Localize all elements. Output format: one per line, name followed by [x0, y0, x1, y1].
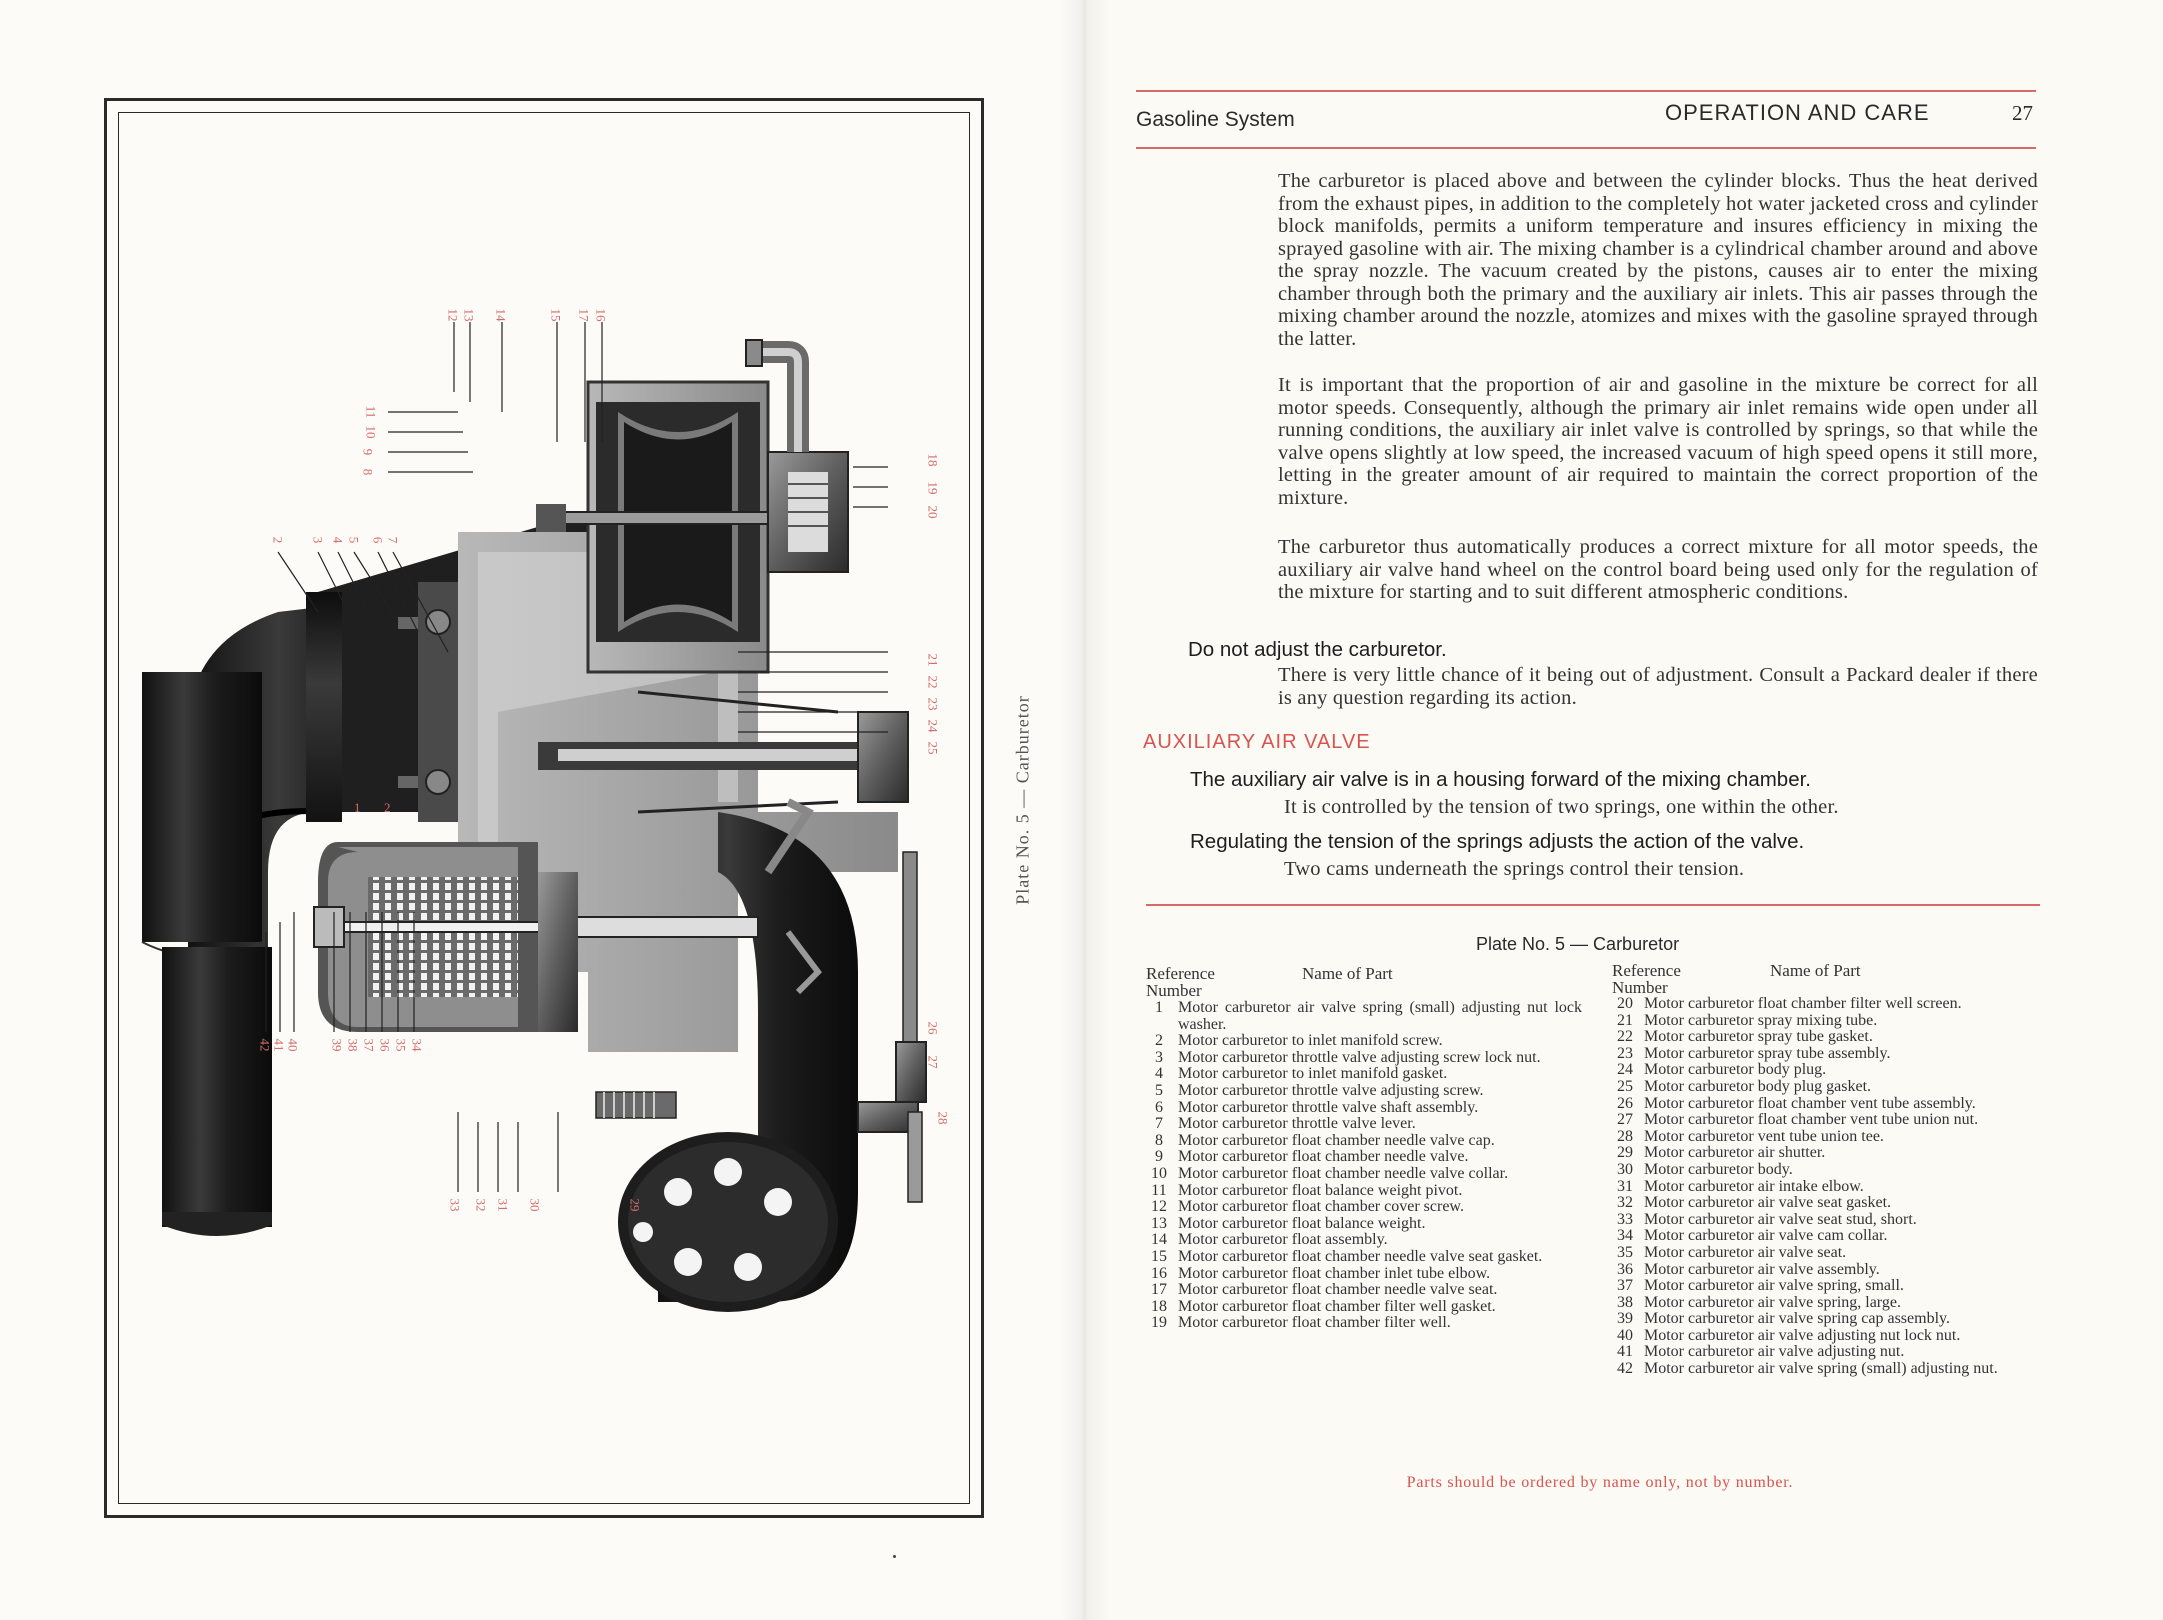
callout-2b: 2	[384, 800, 391, 815]
part-name: Motor carburetor air shutter.	[1644, 1144, 1826, 1162]
part-row	[1140, 1216, 1582, 1233]
part-row	[1140, 1299, 1582, 1316]
parts-list-title: Plate No. 5 — Carburetor	[1476, 934, 1680, 954]
part-row	[1606, 1344, 2050, 1361]
callout-4: 4	[330, 536, 346, 544]
part-reference-number: 16	[1151, 1264, 1167, 1282]
part-reference-number: 28	[1617, 1127, 1633, 1145]
part-row	[1140, 1199, 1582, 1216]
callout-1: 1	[354, 800, 361, 815]
plate-caption-text: Plate No. 5 — Carburetor	[1012, 695, 1033, 905]
part-reference-number: 15	[1151, 1247, 1167, 1265]
part-row	[1606, 1162, 2050, 1179]
part-row	[1606, 1062, 2050, 1079]
lead-regulating-tension: Regulating the tension of the springs adjusts the action of the valve.	[1190, 830, 1805, 853]
callout-2: 2	[270, 536, 286, 544]
paragraph-adjustment-note: There is very little chance of it being out of adjustment. Consult a Packard dealer if there is any question regarding its action.	[1278, 664, 2038, 709]
header-name-of-part: Name of Part	[1302, 964, 1393, 983]
lead-do-not-adjust: Do not adjust the carburetor.	[1188, 638, 1447, 661]
callouts-bottom-left	[248, 1037, 448, 1077]
part-name: Motor carburetor to inlet manifold gasket.	[1178, 1065, 1448, 1083]
part-row	[1606, 1361, 2050, 1378]
part-reference-number: 27	[1617, 1111, 1633, 1129]
part-reference-number: 20	[1617, 995, 1633, 1012]
part-name: Motor carburetor air valve spring, small.	[1644, 1277, 1904, 1295]
carburetor-cutaway-diagram	[118, 112, 970, 1504]
part-reference-number: 37	[1617, 1277, 1633, 1295]
part-reference-number: 10	[1151, 1164, 1167, 1182]
section-title: Gasoline System	[1136, 108, 1295, 131]
part-name: Motor carburetor air valve spring, large.	[1644, 1293, 1901, 1311]
paragraph-mixture-proportion: It is important that the proportion of air and gasoline in the mixture be correct for all motor speeds. Consequently, although the primary air inlet remains wide open under all running conditions, the auxiliary air inlet valve is controlled by springs, so that while the valve opens slightly at low speed, the increased vacuum of high speed opens it still more, letting in the greater amount of air required to maintain the correct proportion of the mixture.	[1278, 374, 2038, 509]
part-name: Motor carburetor body plug gasket.	[1644, 1077, 1872, 1095]
callout-35: 35	[393, 1038, 409, 1052]
part-reference-number: 8	[1155, 1131, 1163, 1149]
part-name: Motor carburetor to inlet manifold screw.	[1178, 1032, 1443, 1050]
part-row	[1606, 1262, 2050, 1279]
part-name: Motor carburetor air valve spring (small) adjusting nut.	[1644, 1360, 1998, 1378]
part-reference-number: 42	[1617, 1360, 1633, 1378]
callout-12: 12	[445, 308, 461, 322]
part-name: Motor carburetor throttle valve adjusting screw lock nut.	[1178, 1048, 1541, 1066]
part-name: Motor carburetor float chamber needle valve seat.	[1178, 1281, 1498, 1299]
part-reference-number: 9	[1155, 1148, 1163, 1166]
callout-14: 14	[493, 308, 509, 322]
callout-34: 34	[409, 1038, 425, 1052]
part-name: Motor carburetor float chamber filter well screen.	[1644, 995, 1962, 1012]
part-name: Motor carburetor throttle valve lever.	[1178, 1115, 1416, 1133]
part-name: Motor carburetor float assembly.	[1178, 1231, 1388, 1249]
part-name: Motor carburetor float chamber needle valve collar.	[1178, 1164, 1509, 1182]
callout-11: 11	[363, 405, 379, 419]
part-row	[1606, 1096, 2050, 1113]
paragraph-two-springs: It is controlled by the tension of two springs, one within the other.	[1284, 796, 1839, 818]
part-reference-number: 32	[1617, 1194, 1633, 1212]
part-row	[1140, 1315, 1582, 1332]
page-speck	[893, 1555, 896, 1558]
part-row	[1606, 1013, 2050, 1030]
callout-7: 7	[385, 536, 401, 544]
part-reference-number: 19	[1151, 1314, 1167, 1332]
part-row	[1140, 1050, 1582, 1067]
part-name: Motor carburetor float chamber cover screw.	[1178, 1198, 1464, 1216]
part-row	[1140, 1100, 1582, 1117]
section-rule	[1146, 904, 2040, 906]
part-row	[1140, 1116, 1582, 1133]
part-name: Motor carburetor throttle valve shaft assembly.	[1178, 1098, 1479, 1116]
header-rule-top	[1136, 90, 2036, 92]
part-row	[1140, 1133, 1582, 1150]
callout-24: 24	[925, 719, 941, 733]
callout-23: 23	[925, 697, 941, 711]
part-name: Motor carburetor float chamber vent tube assembly.	[1644, 1094, 1976, 1112]
callout-18: 18	[925, 453, 941, 467]
part-reference-number: 3	[1155, 1048, 1163, 1066]
parts-header-left	[1146, 965, 1586, 999]
parts-list-right	[1606, 996, 2050, 1378]
part-reference-number: 25	[1617, 1077, 1633, 1095]
part-row	[1606, 1129, 2050, 1146]
callout-17: 17	[576, 308, 592, 322]
callouts-bottom-right	[438, 1197, 643, 1237]
callout-19: 19	[925, 481, 941, 495]
callout-22: 22	[925, 675, 941, 689]
callout-38: 38	[345, 1038, 361, 1052]
part-name: Motor carburetor air valve adjusting nut lock nut.	[1644, 1326, 1961, 1344]
part-reference-number: 38	[1617, 1293, 1633, 1311]
callout-32: 32	[473, 1198, 489, 1212]
part-row	[1606, 1179, 2050, 1196]
part-row	[1606, 996, 2050, 1013]
callout-29: 29	[627, 1198, 643, 1212]
part-row	[1606, 1328, 2050, 1345]
callout-21: 21	[925, 653, 941, 667]
part-row	[1140, 1083, 1582, 1100]
part-name: Motor carburetor float balance weight.	[1178, 1214, 1426, 1232]
part-reference-number: 41	[1617, 1343, 1633, 1361]
part-reference-number: 5	[1155, 1081, 1163, 1099]
header-number: Number	[1146, 981, 1202, 1000]
callout-25: 25	[925, 741, 941, 755]
part-row	[1140, 1066, 1582, 1083]
part-reference-number: 23	[1617, 1044, 1633, 1062]
part-reference-number: 24	[1617, 1061, 1633, 1079]
part-row	[1606, 1295, 2050, 1312]
part-name: Motor carburetor body plug.	[1644, 1061, 1827, 1079]
callout-27: 27	[925, 1055, 941, 1069]
header-reference: Reference	[1146, 964, 1215, 983]
running-head: OPERATION AND CARE	[1665, 100, 1930, 125]
callout-26: 26	[925, 1021, 941, 1035]
callout-37: 37	[361, 1038, 377, 1052]
callouts-spring	[354, 800, 404, 820]
part-name: Motor carburetor air valve cam collar.	[1644, 1227, 1888, 1245]
part-row	[1606, 1029, 2050, 1046]
part-row	[1140, 1149, 1582, 1166]
parts-list-left	[1140, 1000, 1582, 1332]
part-reference-number: 22	[1617, 1028, 1633, 1046]
part-name: Motor carburetor air valve seat stud, short.	[1644, 1210, 1917, 1228]
part-name: Motor carburetor float chamber needle valve seat gasket.	[1178, 1247, 1543, 1265]
part-reference-number: 12	[1151, 1198, 1167, 1216]
part-row	[1606, 1212, 2050, 1229]
part-name: Motor carburetor spray mixing tube.	[1644, 1011, 1878, 1029]
header-rule-bottom	[1136, 147, 2036, 149]
part-row	[1606, 1112, 2050, 1129]
paragraph-carburetor-placement: The carburetor is placed above and between the cylinder blocks. Thus the heat derived from the exhaust pipes, in addition to the completely hot water jacketed cross and cylinder block manifolds, permits a uniform temperature and insures efficiency in mixing the sprayed gasoline with air. The mixing chamber is a cylindrical chamber around and above the spray nozzle. The vacuum created by the pistons, causes air to enter the mixing chamber through both the primary and the auxiliary air inlets. This air passes through the mixing chamber around the nozzle, atomizes and mixes with the gasoline sprayed through the latter.	[1278, 170, 2038, 350]
part-row	[1140, 1166, 1582, 1183]
part-name: Motor carburetor spray tube assembly.	[1644, 1044, 1891, 1062]
part-reference-number: 1	[1155, 999, 1163, 1016]
part-reference-number: 33	[1617, 1210, 1633, 1228]
paragraph-two-cams: Two cams underneath the springs control their tension.	[1284, 858, 1745, 880]
part-reference-number: 35	[1617, 1243, 1633, 1261]
part-row	[1140, 1249, 1582, 1266]
part-reference-number: 6	[1155, 1098, 1163, 1116]
part-reference-number: 4	[1155, 1065, 1163, 1083]
part-reference-number: 34	[1617, 1227, 1633, 1245]
callout-20: 20	[925, 505, 941, 519]
part-reference-number: 14	[1151, 1231, 1167, 1249]
part-reference-number: 13	[1151, 1214, 1167, 1232]
part-reference-number: 18	[1151, 1297, 1167, 1315]
part-name: Motor carburetor float chamber needle valve cap.	[1178, 1131, 1495, 1149]
callouts-throttle	[268, 532, 408, 556]
header-name-of-part-2: Name of Part	[1770, 961, 1861, 980]
parts-header-right	[1612, 962, 2052, 996]
part-name: Motor carburetor float balance weight pivot.	[1178, 1181, 1463, 1199]
part-row	[1606, 1278, 2050, 1295]
callouts-upper-left	[358, 402, 398, 482]
callout-5: 5	[346, 536, 362, 544]
part-name: Motor carburetor air valve spring cap assembly.	[1644, 1310, 1950, 1328]
part-reference-number: 40	[1617, 1326, 1633, 1344]
part-row	[1140, 1266, 1582, 1283]
part-name: Motor carburetor float chamber filter well gasket.	[1178, 1297, 1496, 1315]
paragraph-automatic-mixture: The carburetor thus automatically produces a correct mixture for all motor speeds, the auxiliary air valve hand wheel on the control board being used only for the regulation of the mixture for starting and to suit different atmospheric conditions.	[1278, 536, 2038, 603]
callout-9: 9	[360, 448, 376, 456]
part-row	[1606, 1145, 2050, 1162]
part-row	[1606, 1245, 2050, 1262]
callouts-top	[436, 307, 616, 337]
part-row	[1140, 1033, 1582, 1050]
callout-42: 42	[257, 1038, 273, 1052]
part-row	[1606, 1311, 2050, 1328]
part-reference-number: 29	[1617, 1144, 1633, 1162]
callout-30: 30	[527, 1198, 543, 1212]
part-row	[1140, 1000, 1582, 1033]
part-name: Motor carburetor float chamber vent tube union nut.	[1644, 1111, 1979, 1129]
callout-41: 41	[271, 1038, 287, 1052]
part-row	[1140, 1232, 1582, 1249]
page-number: 27	[2012, 101, 2033, 125]
part-name: Motor carburetor spray tube gasket.	[1644, 1028, 1873, 1046]
callout-10: 10	[363, 425, 379, 439]
part-reference-number: 30	[1617, 1160, 1633, 1178]
part-name: Motor carburetor air valve seat.	[1644, 1243, 1847, 1261]
part-reference-number: 36	[1617, 1260, 1633, 1278]
callout-15: 15	[548, 308, 564, 322]
part-name: Motor carburetor float chamber filter well.	[1178, 1314, 1451, 1332]
part-reference-number: 11	[1151, 1181, 1167, 1199]
part-reference-number: 17	[1151, 1281, 1167, 1299]
part-name: Motor carburetor air valve seat gasket.	[1644, 1194, 1892, 1212]
callout-40: 40	[285, 1038, 301, 1052]
callout-31: 31	[495, 1198, 511, 1212]
book-gutter	[1060, 0, 1110, 1620]
callout-36: 36	[377, 1038, 393, 1052]
callout-39: 39	[329, 1038, 345, 1052]
part-name: Motor carburetor float chamber inlet tube elbow.	[1178, 1264, 1491, 1282]
callout-6: 6	[370, 536, 386, 544]
lead-air-valve-housing: The auxiliary air valve is in a housing forward of the mixing chamber.	[1190, 768, 1811, 791]
part-reference-number: 39	[1617, 1310, 1633, 1328]
subhead-auxiliary-air-valve: AUXILIARY AIR VALVE	[1143, 731, 1371, 753]
header-number-2: Number	[1612, 978, 1668, 997]
callout-28: 28	[935, 1111, 951, 1125]
part-name: Motor carburetor air valve assembly.	[1644, 1260, 1880, 1278]
part-name: Motor carburetor air valve spring (small) adjusting nut lock washer.	[1178, 999, 1582, 1033]
plate-side-caption	[1008, 680, 1038, 920]
part-row	[1606, 1195, 2050, 1212]
callout-3: 3	[310, 536, 326, 544]
part-row	[1140, 1282, 1582, 1299]
callout-13: 13	[461, 308, 477, 322]
part-reference-number: 31	[1617, 1177, 1633, 1195]
part-name: Motor carburetor air valve adjusting nut.	[1644, 1343, 1905, 1361]
part-name: Motor carburetor float chamber needle valve.	[1178, 1148, 1469, 1166]
part-reference-number: 2	[1155, 1032, 1163, 1050]
part-name: Motor carburetor vent tube union tee.	[1644, 1127, 1884, 1145]
part-row	[1606, 1228, 2050, 1245]
parts-order-note: Parts should be ordered by name only, not by number.	[1406, 1474, 1794, 1491]
part-reference-number: 26	[1617, 1094, 1633, 1112]
callouts-right	[925, 442, 956, 1069]
part-row	[1606, 1046, 2050, 1063]
part-name: Motor carburetor body.	[1644, 1160, 1793, 1178]
part-row	[1606, 1079, 2050, 1096]
callout-28-wrap	[936, 1110, 949, 1126]
part-reference-number: 7	[1155, 1115, 1163, 1133]
callout-33: 33	[447, 1198, 463, 1212]
callout-16: 16	[593, 308, 609, 322]
part-reference-number: 21	[1617, 1011, 1633, 1029]
part-name: Motor carburetor air intake elbow.	[1644, 1177, 1864, 1195]
header-reference-2: Reference	[1612, 961, 1681, 980]
callout-8: 8	[360, 468, 376, 476]
part-row	[1140, 1183, 1582, 1200]
part-name: Motor carburetor throttle valve adjusting screw.	[1178, 1081, 1484, 1099]
